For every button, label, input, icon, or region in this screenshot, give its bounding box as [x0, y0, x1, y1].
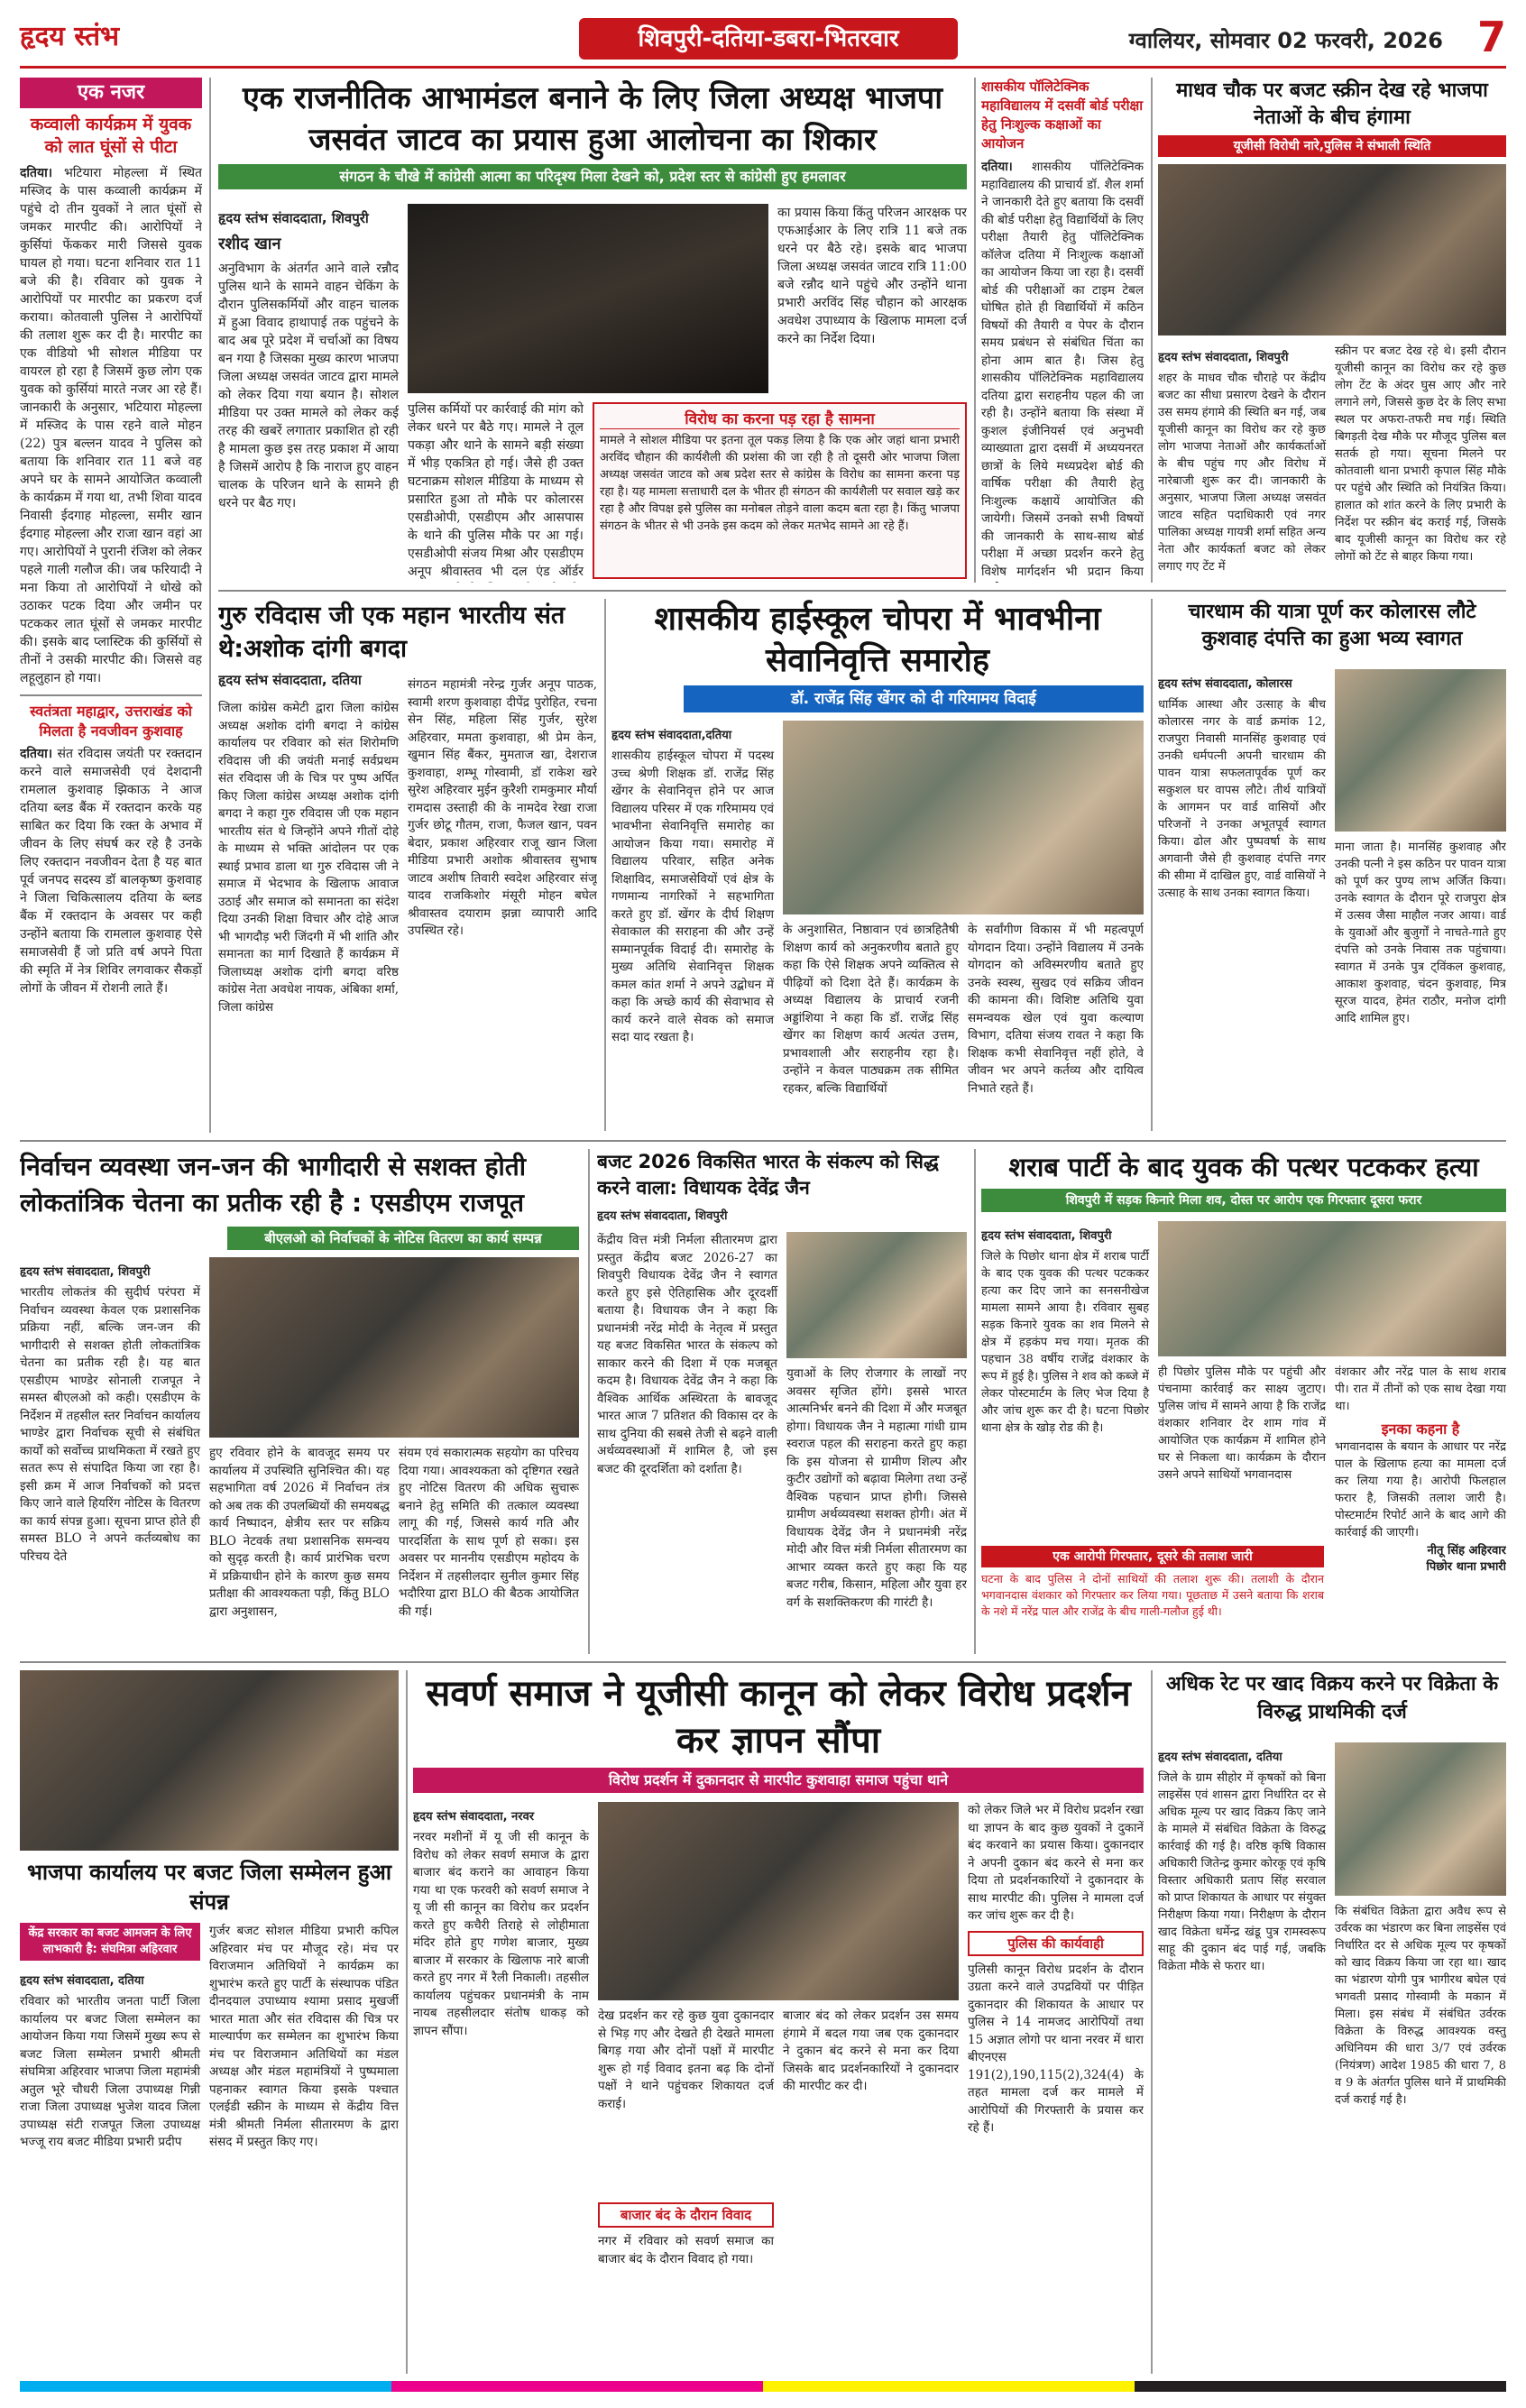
brand-logo: हृदय स्तंभ [20, 21, 120, 52]
jatav-body-3: का प्रयास किया किंतु परिजन आरक्षक पर एफआईआर के लिए रात्रि 11 बजे तक धरने पर बैठे रहे। इसके बाद भाजपा जिला अध्यक्ष जसवंत जाटव रात्रि 11:00 बजे रन्नौद थाने पहुंचे और उन्होंने थाना प्रभारी अरविंद सिंह चौहान को आरक्षक अवधेश उपाध्याय के खिलाफ मामला दर्ज करने का निर्देश दिया। [777, 206, 967, 346]
ugc-sub-body-2: पुलिसी कानून विरोध प्रदर्शन के दौरान उग्रता करने वाले उपद्रवियों पर पीड़ित दुकानदार की शिकायत के आधार पर पुलिस ने 14 नामजद आरोपियों तथा 15 अज्ञात लोगो पर थाना नरवर में धारा बीएनएस 191(2),190,115(2),324(4) के तहत मामला दर्ज कर मामले में आरोपियों की गिरफ्तारी के प्रयास कर रहे हैं। [968, 1962, 1144, 2135]
ek-nazar-second-dateline: दतिया। [20, 747, 53, 761]
sdm-byline: हृदय स्तंभ संवाददाता, शिवपुरी [20, 1265, 151, 1279]
sdm-photo [209, 1257, 579, 1438]
madhav-body-1: शहर के माधव चौक चौराहे पर केंद्रीय बजट का सीधा प्रसारण देखने के दौरान उस समय हंगामे की स्थिति बन गई, जब यूजीसी कानून का विरोध कर रहे कुछ लोग भाजपा नेताओं और कार्यकर्ताओं के बीच पहुंच गए और विरोध में नारेबाजी शुरू कर दी। जानकारी के अनुसार, भाजपा जिला अध्यक्ष जसवंत जाटव सहित पदाधिकारी एवं नगर पालिका अध्यक्ष गायत्री शर्मा सहित अन्य नेता और कार्यकर्ता बजट को लेकर लगाए गए टेंट में [1158, 372, 1326, 574]
karyalay-story [20, 1670, 399, 2374]
ugc-sub-head-2: पुलिस की कार्यवाही [968, 1931, 1144, 1956]
chopra-body-2: के अनुशासित, निष्ठावान एवं छात्रहितैषी शिक्षण कार्य को अनुकरणीय बताते हुए कहा कि ऐसे शिक्षक अपने व्यक्तित्व से पीढ़ियों को दिशा देते हैं। कार्यक्रम के अध्यक्ष विद्यालय के प्राचार्य रजनी अड्डांशिया ने कहा कि डॉ. राजेंद्र सिंह खेंगर का शिक्षण कार्य अत्यंत उत्तम, प्रभावशाली और सराहनीय रहा है। उन्होंने न केवल पाठ्यक्रम तक सीमित रहकर, बल्कि विद्यार्थियों [783, 923, 959, 1096]
murder-byline: हृदय स्तंभ संवाददाता, शिवपुरी [981, 1229, 1112, 1243]
khaad-headline: अधिक रेट पर खाद विक्रय करने पर विक्रेता के विरुद्ध प्राथमिकी दर्ज [1165, 1673, 1499, 1723]
murder-body-1: जिले के पिछोर थाना क्षेत्र में शराब पार्टी के बाद एक युवक की पत्थर पटककर हत्या कर दिए जाने का सनसनीखेज मामला सामने आया है। रविवार सुबह सड़क किनारे युवक का शव मिलने से क्षेत्र में हड़कंप मच गया। मृतक की पहचान 38 वर्षीय राजेंद्र वंशकार के रूप में हुई है। पुलिस ने शव को कब्जे में लेकर पोस्टमार्टम के लिए भेज दिया है और जांच शुरू कर दी है। घटना पिछोर थाना क्षेत्र के खोड़ रोड की है। [981, 1250, 1149, 1435]
murder-box-body: भगवानदास के बयान के आधार पर नरेंद्र पाल के खिलाफ हत्या का मामला दर्ज कर लिया गया है। आरोपी फिलहाल फरार है, जिसकी तलाश जारी है। पोस्टमार्टम रिपोर्ट आने के बाद आगे की कार्रवाई की जाएगी। [1335, 1440, 1506, 1539]
ugc-body-4: को लेकर जिले भर में विरोध प्रदर्शन रखा था ज्ञापन के बाद कुछ युवकों ने दुकानें बंद करवाने का प्रयास किया। दुकानदार ने अपनी दुकान बंद करने से मना कर दिया तो प्रदर्शनकारियों ने दुकानदार के साथ मारपीट की। पुलिस ने मामला दर्ज कर जांच शुरू कर दी है। [968, 1803, 1144, 1923]
budget-jain-byline: हृदय स्तंभ संवाददाता, शिवपुरी [597, 1209, 728, 1223]
ek-nazar-headline: कव्वाली कार्यक्रम में युवक को लात घूंसों से पीटा [30, 115, 192, 157]
chopra-headline: शासकीय हाईस्कूल चोपरा में भावभीना सेवानिवृत्ति समारोह [654, 601, 1101, 679]
sdm-body-3: संयम एवं सकारात्मक सहयोग का परिचय दिया गया। आवश्यकता को दृष्टिगत रखते हुए नोटिस वितरण की अधिक सुचारू बनाने हेतु समिति की तत्काल व्यवस्था लागू की गई, जिससे कार्य गति और पारदर्शिता के साथ पूर्ण हो सका। इस अवसर पर माननीय एसडीएम महोदय के निर्देशन में तहसीलदार सुनील कुमार सिंह भदौरिया द्वारा BLO की बैठक आयोजित की गई। [399, 1446, 579, 1619]
sdm-body-1: भारतीय लोकतंत्र की सुदीर्घ परंपरा में निर्वाचन व्यवस्था केवल एक प्रशासनिक प्रक्रिया नहीं, बल्कि जन-जन की भागीदारी से सशक्त होती लोकतांत्रिक चेतना का प्रतीक रही है। यह बात एसडीएम भाण्डेर सोनाली राजपूत ने समस्त बीएलओ को कही। एसडीएम के निर्देशन में तहसील स्तर निर्वाचन कार्यालय भाण्डेर द्वारा निर्वाचक सूची से संबंधित कार्यों को सर्वोच्च प्राथमिकता में रखते हुए सतत रूप से संपादित किया जा रहा है। इसी क्रम में आज निर्वाचकों को प्रदत्त किए जाने वाले हियरिंग नोटिस के वितरण का कार्य संपन्न हुआ। सूचना प्राप्त होते ही समस्त BLO ने अपने कर्तव्यबोध का परिचय देते [20, 1285, 200, 1564]
murder-box-author: नीतू सिंह अहिरवार [1427, 1544, 1506, 1558]
budget-jain-body-2: युवाओं के लिए रोजगार के लाखों नए अवसर सृजित होंगे। इससे भारत आत्मनिर्भर बनने की दिशा में और मजबूत होगा। विधायक जैन ने महात्मा गांधी ग्राम स्वराज पहल की सराहना करते हुए कहा कि इस योजना से ग्रामीण शिल्प और कुटीर उद्योगों को बढ़ावा मिलेगा तथा उन्हें वैश्विक पहचान प्राप्त होगी। जिससे ग्रामीण अर्थव्यवस्था सशक्त होगी। अंत में विधायक देवेंद्र जैन ने प्रधानमंत्री नरेंद्र मोदी और वित्त मंत्री निर्मला सीतारमण का आभार व्यक्त करते हुए कहा कि यह बजट गरीब, किसान, महिला और युवा हर वर्ग के सशक्तिकरण की गारंटी है। [786, 1366, 967, 1610]
murder-box-title: इनका कहना है [1381, 1420, 1460, 1438]
newspaper-page [20, 13, 1506, 2394]
chardham-photo [1335, 669, 1506, 832]
sdm-headline: निर्वाचन व्यवस्था जन-जन की भागीदारी से सशक्त होती लोकतांत्रिक चेतना का प्रतीक रही है : एसडीएम राजपूत [20, 1152, 527, 1218]
murder-box-author-role: पिछोर थाना प्रभारी [1426, 1560, 1506, 1574]
khaad-body-1: जिले के ग्राम सीहोर में कृषकों को बिना लाइसेंस एवं शासन द्वारा निर्धारित दर से अधिक मूल्य पर खाद विक्रय किए जाने के मामले में संबंधित विक्रेता के विरुद्ध कार्रवाई की गई है। वरिष्ठ कृषि विकास अधिकारी जितेन्द्र कुमार कोरकू एवं कृषि विस्तार अधिकारी प्रताप सिंह सरवाल को प्राप्त शिकायत के आधार पर संयुक्त निरीक्षण किया गया। निरीक्षण के दौरान खाद विक्रेता धर्मेन्द्र खंडू पुत्र रामस्वरूप साहू की दुकान बंद पाई गई, जबकि विक्रेता मौके से फरार था। [1158, 1771, 1326, 1973]
sdm-ribbon: बीएलओ को निर्वाचकों के नोटिस वितरण का कार्य सम्पन्न [227, 1227, 579, 1250]
chardham-story [1158, 599, 1506, 1131]
ugc-ribbon: विरोध प्रदर्शन में दुकानदार से मारपीट कुशवाहा समाज पहुंचा थाने [413, 1768, 1144, 1793]
ugc-sub-head-1: बाजार बंद के दौरान विवाद [598, 2202, 774, 2228]
ugc-headline: सवर्ण समाज ने यूजीसी कानून को लेकर विरोध प्रदर्शन कर ज्ञापन सौंपा [426, 1673, 1131, 1761]
madhav-headline: माधव चौक पर बजट स्क्रीन देख रहे भाजपा नेताओं के बीच हंगामा [1176, 79, 1488, 129]
jatav-headline: एक राजनीतिक आभामंडल बनाने के लिए जिला अध्यक्ष भाजपा जसवंत जाटव का प्रयास हुआ आलोचना का शिकार [242, 80, 943, 158]
khaad-story [1158, 1670, 1506, 2374]
ugc-story [413, 1670, 1144, 2374]
murder-body-2: ही पिछोर पुलिस मौके पर पहुंची और पंचनामा कार्रवाई कर साक्ष्य जुटाए। पुलिस जांच में सामने आया है कि राजेंद्र वंशकार शनिवार देर शाम गांव में आयोजित एक कार्यक्रम में शामिल होने घर से निकला था। कार्यक्रम के दौरान उसने अपने साथियों भगवानदास [1158, 1365, 1326, 1482]
chopra-byline: हृदय स्तंभ संवाददाता,दतिया [611, 729, 732, 742]
ugc-photo [598, 1802, 959, 2000]
ek-nazar-column [20, 78, 202, 1133]
chardham-body-1: धार्मिक आस्था और उत्साह के बीच कोलारस नगर के वार्ड क्रमांक 12, राजपुरा निवासी मानसिंह कुशवाह एवं उनकी धर्मपत्नी अपनी चारधाम की पावन यात्रा सफलतापूर्वक पूर्ण कर सकुशल घर वापस लौटे। तीर्थ यात्रियों के आगमन पर वार्ड वासियों और परिजनों ने उनका अभूतपूर्व स्वागत किया। ढोल और पुष्पवर्षा के साथ अगवानी जैसे ही कुशवाह दंपत्ति नगर की सीमा में दाखिल हुए, वार्ड वासियों ने उत्साह के साथ उनका स्वागत किया। [1158, 698, 1326, 900]
jatav-story [218, 78, 967, 583]
polytechnic-story [981, 78, 1144, 583]
budget-jain-body-1: केंद्रीय वित्त मंत्री निर्मला सीतारमण द्वारा प्रस्तुत केंद्रीय बजट 2026-27 का शिवपुरी विधायक देवेंद्र जैन ने स्वागत करते हुए इसे ऐतिहासिक और दूरदर्शी बताया है। विधायक जैन ने कहा कि प्रधानमंत्री नरेंद्र मोदी के नेतृत्व में प्रस्तुत यह बजट विकसित भारत के संकल्प को साकार करने की दिशा में एक मजबूत कदम है। विधायक देवेंद्र जैन ने कहा कि वैश्विक आर्थिक अस्थिरता के बावजूद भारत आज 7 प्रतिशत की विकास दर के साथ दुनिया की सबसे तेजी से बढ़ने वाली अर्थव्यवस्थाओं में शामिल है, जो इस बजट की दूरदर्शिता को दर्शाता है। [597, 1233, 777, 1476]
chardham-headline: चारधाम की यात्रा पूर्ण कर कोलारस लौटे कुशवाह दंपत्ति का हुआ भव्य स्वागत [1188, 601, 1476, 650]
karyalay-ribbon: केंद्र सरकार का बजट आमजन के लिए लाभकारी है: संघमित्रा अहिरवार [20, 1923, 200, 1961]
jatav-box-body: मामले ने सोशल मीडिया पर इतना तूल पकड़ लिया है कि एक ओर जहां थाना प्रभारी अरविंद चौहान की कार्यशैली की प्रशंसा की जा रही है तो दूसरी ओर भाजपा जिला अध्यक्ष जसवंत जाटव को अब प्रदेश स्तर से कांग्रेस के विरोध का सामना करना पड़ रहा है। यह मामला सत्ताधारी दल के भीतर ही संगठन की कार्यशैली पर सवाल खड़े कर रहा है और विपक्ष इसे पुलिस का मनोबल तोड़ने वाला कदम बता रहा है। किंतु भाजपा संगठन के भीतर से भी उनके इस कदम को लेकर मतभेद सामने आ रहे हैं। [600, 434, 960, 533]
chardham-byline: हृदय स्तंभ संवाददाता, कोलारस [1158, 677, 1292, 691]
ugc-sub-body-1: नगर में रविवार को सवर्ण समाज का बाजार बंद के दौरान विवाद हो गया। [598, 2234, 774, 2266]
chopra-story [611, 599, 1144, 1131]
ravidas-story [218, 599, 597, 1131]
chopra-body-1: शासकीय हाईस्कूल चोपरा में पदस्थ उच्च श्रेणी शिक्षक डॉ. राजेंद्र सिंह खेंगर के सेवानिवृत्त होने पर आज विद्यालय परिसर में एक गरिमामय एवं भावभीना सेवानिवृत्ति समारोह का आयोजन किया गया। समारोह में विद्यालय परिवार, सहित अनेक शिक्षाविद, समाजसेवियों एवं क्षेत्र के गणमान्य नागरिकों ने सहभागिता करते हुए डॉ. खेंगर के दीर्घ शिक्षण सेवाकाल की सराहना की और उन्हें सम्मानपूर्वक विदाई दी। समारोह के मुख्य अतिथि सेवानिवृत्त शिक्षक कमल कांत शर्मा ने अपने उद्बोधन में कहा कि अच्छे कार्य की सेवाभाव से कार्य करने वाले सेवक को समाज सदा याद रखता है। [611, 749, 774, 1044]
budget-jain-photo [786, 1232, 967, 1358]
murder-headline: शराब पार्टी के बाद युवक की पत्थर पटककर हत्या [1008, 1152, 1479, 1182]
sdm-story [20, 1149, 579, 1654]
ugc-body-2: देख प्रदर्शन कर रहे कुछ युवा दुकानदार से भिड़ गए और देखते ही देखते मामला बिगड़ गया और दोनों पक्षों में मारपीट शुरू हो गई विवाद इतना बढ़ कि दोनों पक्षों ने थाने पहुंचकर शिकायत दर्ज कराई। [598, 2008, 774, 2111]
edition-banner: शिवपुरी-दतिया-डबरा-भितरवार [579, 18, 958, 60]
karyalay-byline: हृदय स्तंभ संवाददाता, दतिया [20, 1974, 144, 1988]
polytechnic-dateline: दतिया। [981, 160, 1013, 174]
murder-ribbon: शिवपुरी में सड़क किनारे मिला शव, दोस्त पर आरोप एक गिरफ्तार दूसरा फरार [981, 1189, 1506, 1212]
ravidas-headline: गुरु रविदास जी एक महान भारतीय संत थे:अशोक दांगी बगदा [218, 602, 565, 663]
murder-sub-ribbon: एक आरोपी गिरफ्तार, दूसरे की तलाश जारी [981, 1546, 1324, 1567]
chopra-body-3: के सर्वांगीण विकास में भी महत्वपूर्ण योगदान दिया। उन्होंने विद्यालय में उनके योगदान को अविस्मरणीय बताते हुए उनके स्वस्थ, सुखद एवं सक्रिय जीवन की कामना की। विशिष्ट अतिथि युवा समन्वयक खेल एवं युवा कल्याण विभाग, दतिया संजय रावत ने कहा कि शिक्षक कभी सेवानिवृत्त नहीं होते, वे जीवन भर अपने कर्तव्य और दायित्व निभाते रहते हैं। [968, 923, 1144, 1096]
chopra-ribbon: डॉ. राजेंद्र सिंह खेंगर को दी गरिमामय विदाई [684, 685, 1144, 712]
karyalay-photo [20, 1670, 399, 1851]
madhav-chowk-story [1158, 78, 1506, 583]
ravidas-body-2: संगठन महामंत्री नरेन्द्र गुर्जर अनूप पाठक, स्वामी शरण कुशवाहा दीपेंद्र पुरोहित, रचना सेन सिंह, महिला सिंह गुर्जर, सुरेश अहिरवार, ममता कुशवाहा, श्री प्रेम केन, खुमान सिंह बैंकर, मुमताज खा, देशराज कुशवाहा, शम्भू गोस्वामी, डॉ राकेश खरे सुरेश अहिरवार मुईन कुरैशी रामकुमार मौर्या रामदास उस्ताही की के नामदेव रेखा राजा गुर्जर छोटू गौतम, राजा, फैजल खान, पवन बेदार, प्रकाश अहिरवार राजू खान जिला मीडिया प्रभारी अशोक श्रीवास्तव सुभाष जाटव अशीष तिवारी स्वदेश अहिरवार संजू यादव राजकिशोर मंसूरी मोहन बघेल श्रीवास्तव दयाराम झन्ना व्यापारी आदि उपस्थित रहे। [408, 677, 597, 938]
ravidas-byline: हृदय स्तंभ संवाददाता, दतिया [218, 672, 362, 688]
jatav-byline: हृदय स्तंभ संवाददाता, शिवपुरी [218, 210, 369, 226]
jatav-body-1: अनुविभाग के अंतर्गत आने वाले रन्नौद पुलिस थाने के सामने वाहन चेकिंग के दौरान पुलिसकर्मियों और वाहन चालक में हुआ विवाद हाथापाई तक पहुंचने के बाद अब पूरे प्रदेश में चर्चाओं का विषय बन गया है जिसका मुख्य कारण भाजपा जिला अध्यक्ष जसवंत जाटव द्वारा मामले को लेकर दिया गया बयान है। सोशल मीडिया पर उक्त मामले को लेकर कई तरह की खबरें लगातार प्रकाशित हो रही है मामला कुछ इस तरह प्रकाश में आया है जिसमें आरोप है कि नाराज हुए वाहन चालक के परिजन थाने के सामने ही धरने पर बैठ गए। [218, 262, 399, 510]
masthead [20, 13, 1506, 69]
murder-sub-body: घटना के बाद पुलिस ने दोनों साथियों की तलाश शुरू की। तलाशी के दौरान भगवानदास वंशकार को गिरफ्तार कर लिया गया। पूछताछ में उसने बताया कि शराब के नशे में नरेंद्र पाल और राजेंद्र के बीच गाली-गलौज हुई थी। [981, 1572, 1324, 1618]
page-number: 7 [1476, 13, 1506, 61]
karyalay-body-1: रविवार को भारतीय जनता पार्टी जिला कार्यालय पर बजट जिला सम्मेलन का आयोजन किया गया जिसमें मुख्य रूप से बजट जिला सम्मेलन प्रभारी श्रीमती संघमित्रा अहिरवार भाजपा जिला महामंत्री अतुल भूरे चौधरी जिला उपाध्यक्ष गिन्नी राजा जिला उपाध्यक्ष भुजेश यादव जिला उपाध्यक्ष संटी राजपूत जिला उपाध्यक्ष भज्जू राय बजट मीडिया प्रभारी प्रदीप [20, 1994, 200, 2149]
jatav-ribbon: संगठन के चौखे में कांग्रेसी आत्मा का परिदृश्य मिला देखने को, प्रदेश स्तर से कांग्रेसी हुए हमलावर [218, 164, 967, 189]
polytechnic-headline: शासकीय पॉलिटेक्निक महाविद्यालय में दसवीं बोर्ड परीक्षा हेतु निःशुल्क कक्षाओं का आयोजन [981, 78, 1144, 152]
madhav-ribbon: यूजीसी विरोधी नारे,पुलिस ने संभाली स्थिति [1158, 135, 1506, 157]
print-color-bar [20, 2381, 1506, 2392]
budget-jain-story [597, 1149, 967, 1654]
jatav-body-2: पुलिस कर्मियों पर कार्रवाई की मांग को लेकर धरने पर बैठे गए। मामले ने तूल पकड़ा और थाने के सामने बड़ी संख्या में भीड़ एकत्रित हो गई। जैसे ही उक्त घटनाक्रम सोशल मीडिया के माध्यम से प्रसारित हुआ तो मौके पर कोलारस एसडीओपी, एसडीएम और आसपास के थाने की पुलिस मौके पर आ गई। एसडीओपी संजय मिश्रा और एसडीएम अनूप श्रीवास्तव भी दल एंड ऑर्डर [408, 402, 584, 579]
jatav-photo [408, 204, 768, 393]
murder-story [981, 1149, 1506, 1654]
polytechnic-body: शासकीय पॉलिटेक्निक महाविद्यालय की प्राचार्य डॉ. शैल शर्मा ने जानकारी देते हुए बताया कि दसवीं की बोर्ड परीक्षा हेतु विद्यार्थियों के लिए परीक्षा तैयारी हेतु पॉलिटेक्निक कॉलेज दतिया में निःशुल्क कक्षाओं का आयोजन किया जा रहा है। दसवीं बोर्ड की परीक्षाओं का टाइम टेबल घोषित होते ही विद्यार्थियों में कठिन विषयों की तैयारी व पेपर के दौरान समय प्रबंधन से संबंधित चिंता का होना आम बात है। जिस हेतु शासकीय पॉलिटेक्निक महाविद्यालय दतिया द्वारा सराहनीय पहल की जा रही है। उन्होंने बताया कि संस्था में कुशल इंजीनियर्स एवं अनुभवी व्याख्याता द्वारा दसवीं में अध्ययनरत छात्रों के लिये मध्यप्रदेश बोर्ड की वार्षिक परीक्षा की तैयारी हेतु निःशुल्क कक्षायें आयोजित की जायेगी। जिसमें उनको सभी विषयों की जानकारी के साथ-साथ बोर्ड परीक्षा में अच्छा प्रदर्शन करने हेतु विशेष मार्गदर्शन भी प्रदान किया [981, 160, 1144, 579]
karyalay-body-2: गुर्जर बजट सोशल मीडिया प्रभारी कपिल अहिरवार मंच पर मौजूद रहे। मंच पर विराजमान अतिथियों ने कार्यक्रम का शुभारंभ करते हुए पार्टी के संस्थापक पंडित दीनदयाल उपाध्याय श्यामा प्रसाद मुखर्जी भारत माता और संत रविदास की चित्र पर माल्यार्पण कर सम्मेलन का शुभारंभ किया मंच पर विराजमान अतिथियों का मंडल अध्यक्ष और मंडल महामंत्रियों ने पुष्पमाला पहनाकर स्वागत किया इसके पश्चात एलईडी स्क्रीन के माध्यम से केंद्रीय वित्त मंत्री श्रीमती निर्मला सीतारमण के द्वारा संसद में प्रस्तुत किए गए। [209, 1924, 399, 2149]
khaad-body-2: कि संबंधित विक्रेता द्वारा अवैध रूप से उर्वरक का भंडारण कर बिना लाइसेंस एवं निर्धारित दर से अधिक मूल्य पर कृषकों को खाद विक्रय किया जा रहा था। खाद का भंडारण योगी पुत्र भागीरथ बघेल एवं भगवती प्रसाद गोस्वामी के मकान में मिला। इस संबंध में संबंधित उर्वरक विक्रेता के विरुद्ध आवश्यक वस्तु अधिनियम की धारा 3/7 एवं उर्वरक (नियंत्रण) आदेश 1985 की धारा 7, 8 व 9 के अंतर्गत पुलिस थाने में प्राथमिकी दर्ज कराई गई है। [1335, 1905, 1506, 2107]
jatav-author: रशीद खान [218, 234, 281, 253]
madhav-body-2: स्क्रीन पर बजट देख रहे थे। इसी दौरान यूजीसी कानून का विरोध कर रहे कुछ लोग टेंट के अंदर घुस आए और नारे लगाने लगे, जिससे कुछ देर के लिए सभा स्थल पर अफरा-तफरी मच गई। स्थिति बिगड़ती देख मौके पर मौजूद पुलिस बल सतर्क हो गया। सूचना मिलने पर कोतवाली थाना प्रभारी कृपाल सिंह मौके पर पहुंचे और स्थिति को नियंत्रित किया। हालात को शांत करने के लिए प्रभारी के निर्देश पर स्क्रीन बंद कराई गई, जिसके बाद यूजीसी कानून का विरोध कर रहे लोगों को टेंट से बाहर किया गया। [1335, 345, 1506, 564]
madhav-byline: हृदय स्तंभ संवाददाता, शिवपुरी [1158, 351, 1289, 364]
chardham-body-2: माना जाता है। मानसिंह कुशवाह और उनकी पत्नी ने इस कठिन पर पावन यात्रा को पूर्ण कर पुण्य लाभ अर्जित किया। उनके स्वागत के दौरान पूरे राजपुरा क्षेत्र में उत्सव जैसा माहौल नजर आया। वार्ड के युवाओं और बुजुर्गों ने नाचते-गाते हुए दंपत्ति को उनके निवास तक पहुंचाया। स्वागत में उनके पुत्र ट्विंकल कुशवाह, आकाश कुशवाह, चंदन कुशवाह, मित्र सूरज यादव, हेमंत राठौर, मनोज दांगी आदि शामिल हुए। [1335, 841, 1506, 1025]
ugc-byline: हृदय स्तंभ संवाददाता, नरवर [413, 1810, 535, 1824]
ugc-body-3: बाजार बंद को लेकर प्रदर्शन उस समय हंगामे में बदल गया जब एक दुकानदार ने दुकान बंद करने से मना कर दिया जिसके बाद प्रदर्शनकारियों ने दुकानदार की मारपीट कर दी। [783, 2008, 959, 2093]
ek-nazar-label: एक नजर [20, 78, 202, 108]
ek-nazar-second-body: संत रविदास जयंती पर रक्तदान करने वाले समाजसेवी एवं देशदानी रामलाल कुशवाह झिकाऊ ने आज दतिया ब्लड बैंक में रक्तदान करके यह साबित कर दिया कि रक्त के अभाव में जीवन के लिए संघर्ष कर रहे है उनके लिए रक्तदान नवजीवन देता है यह बात पूर्व जनपद सदस्य डॉ बालकृष्ण कुशवाह ने जिला चिकित्सालय दतिया के ब्लड बैंक में रक्तदान के अवसर पर कही उन्होंने बताया कि रामलाल कुशवाह ऐसे समाजसेवी हैं जो प्रति वर्ष अपने पिता की स्मृति में नेत्र शिविर लगवाकर सैकड़ों लोगों के जीवन में रोशनी लाते हैं। [20, 747, 202, 996]
budget-jain-headline: बजट 2026 विकसित भारत के संकल्प को सिद्ध करने वाला: विधायक देवेंद्र जैन [597, 1151, 939, 1199]
khaad-photo [1335, 1742, 1506, 1896]
chopra-photo [783, 721, 1144, 914]
murder-photo [1158, 1221, 1506, 1356]
karyalay-headline: भाजपा कार्यालय पर बजट जिला सम्मेलन हुआ संपन्न [26, 1860, 392, 1915]
ugc-body-1: नरवर मशीनों में यू जी सी कानून के विरोध को लेकर सवर्ण समाज के द्वारा बाजार बंद कराने का आवाहन किया गया था एक फरवरी को सवर्ण समाज ने यू जी सी कानून का विरोध कर प्रदर्शन करते हुए कचैरी तिराहे से लोहीमाता मंदिर होते हुए गणेश बाजार, मुख्य बाजार में सरकार के खिलाफ नारे बाजी करते हुए नगर में रैली निकाली। तहसील कार्यालय पहुंचकर प्रधानमंत्री के नाम नायब तहसीलदार संतोष धाकड़ को ज्ञापन सौंपा। [413, 1830, 589, 2038]
jatav-box [593, 402, 967, 579]
ek-nazar-dateline: दतिया। [20, 166, 53, 180]
khaad-byline: हृदय स्तंभ संवाददाता, दतिया [1158, 1751, 1282, 1764]
jatav-box-title: विरोध का करना पड़ रहा है सामना [600, 408, 960, 429]
ek-nazar-second-headline: स्वतंत्रता महाद्वार, उत्तराखंड को मिलता है नवजीवन कुशवाह [20, 694, 202, 741]
ravidas-body-1: जिला कांग्रेस कमेटी द्वारा जिला कांग्रेस अध्यक्ष अशोक दांगी बगदा ने कांग्रेस कार्यालय पर रविवार को संत शिरोमणि रविदास जी की जयंती मनाई सर्वप्रथम संत रविदास जी के चित्र पर पुष्प अर्पित किए जिला कांग्रेस अध्यक्ष अशोक दांगी बगदा ने कहा गुरु रविदास जी एक महान भारतीय संत थे जिन्होंने अपने गीतों दोहे के माध्यम से भक्ति आंदोलन पर एक स्थाई प्रभाव डाला था गुरु रविदास जी ने समाज में भेदभाव के खिलाफ आवाज उठाई और समाज को समानता का संदेश दिया उनकी शिक्षा विचार और दोहे आज भी भागदौड़ भरी जिंदगी में भी शांति और समानता का मार्ग दिखाते हैं कार्यक्रम में जिलाध्यक्ष अशोक दांगी बगदा वरिष्ठ कांग्रेस नेता अवधेश नायक, अंबिका शर्मा, जिला कांग्रेस [218, 701, 399, 1015]
sdm-body-2: हुए रविवार होने के बावजूद समय पर कार्यालय में उपस्थिति सुनिश्चित की। यह सहभागिता वर्ष 2026 में निर्वाचन तंत्र को अब तक की उपलब्धियों की समयबद्ध कार्य निष्पादन, क्षेत्रीय स्तर पर सक्रिय BLO नेटवर्क तथा प्रशासनिक समन्वय को सुदृढ़ करती है। कार्य प्रारंभिक चरण में प्रक्रियाधीन होने के कारण कुछ समय प्रतीक्षा की आवश्यकता पड़ी, किंतु BLO द्वारा अनुशासन, [209, 1446, 390, 1619]
dateline: ग्वालियर, सोमवार 02 फरवरी, 2026 [1128, 28, 1443, 53]
murder-body-3: वंशकार और नरेंद्र पाल के साथ शराब पी। रात में तीनों को एक साथ देखा गया था। [1335, 1365, 1506, 1413]
madhav-photo [1158, 164, 1506, 335]
ek-nazar-body: भटियारा मोहल्ला में स्थित मस्जिद के पास कव्वाली कार्यक्रम में पहुंचे दो तीन युवकों ने लात घूंसों से जमकर मारपीट की। आरोपियों ने कुर्सियां फेंककर मारी जिससे युवक घायल हो गया। घटना शनिवार रात 11 बजे की है। रविवार को युवक ने आरोपियों पर मारपीट का प्रकरण दर्ज कराया। कोतवाली पुलिस ने आरोपियों की तलाश शुरू कर दी है। मारपीट का एक वीडियो भी सोशल मीडिया पर वायरल हो रहा है जिसमें कुछ लोग एक युवक को कुर्सियां मारते नजर आ रहे हैं। जानकारी के अनुसार, भटियारा मोहल्ला में मस्जिद के पास रहने वाले मोहन (22) पुत्र बल्लन यादव ने पुलिस को बताया कि शनिवार रात 11 बजे वह अपने घर के सामने आयोजित कव्वाली के कार्यक्रम में गया था, तभी शिवा यादव निवासी ईदगाह मोहल्ला, समीर खान ईदगाह मोहल्ला और राजा खान वहां आ गए। आरोपियों ने पुरानी रंजिश को लेकर पहले गाली गलौज की। जब फरियादी ने मना किया तो आरोपियों ने धोखे को उठाकर पटक दिया और जमीन पर पटककर लात घूंसों से जमकर मारपीट की। इसके बाद प्लास्टिक की कुर्सियों से तीनों ने उसकी मारपीट की। जिससे वह लहूलुहान हो गया। [20, 166, 202, 685]
